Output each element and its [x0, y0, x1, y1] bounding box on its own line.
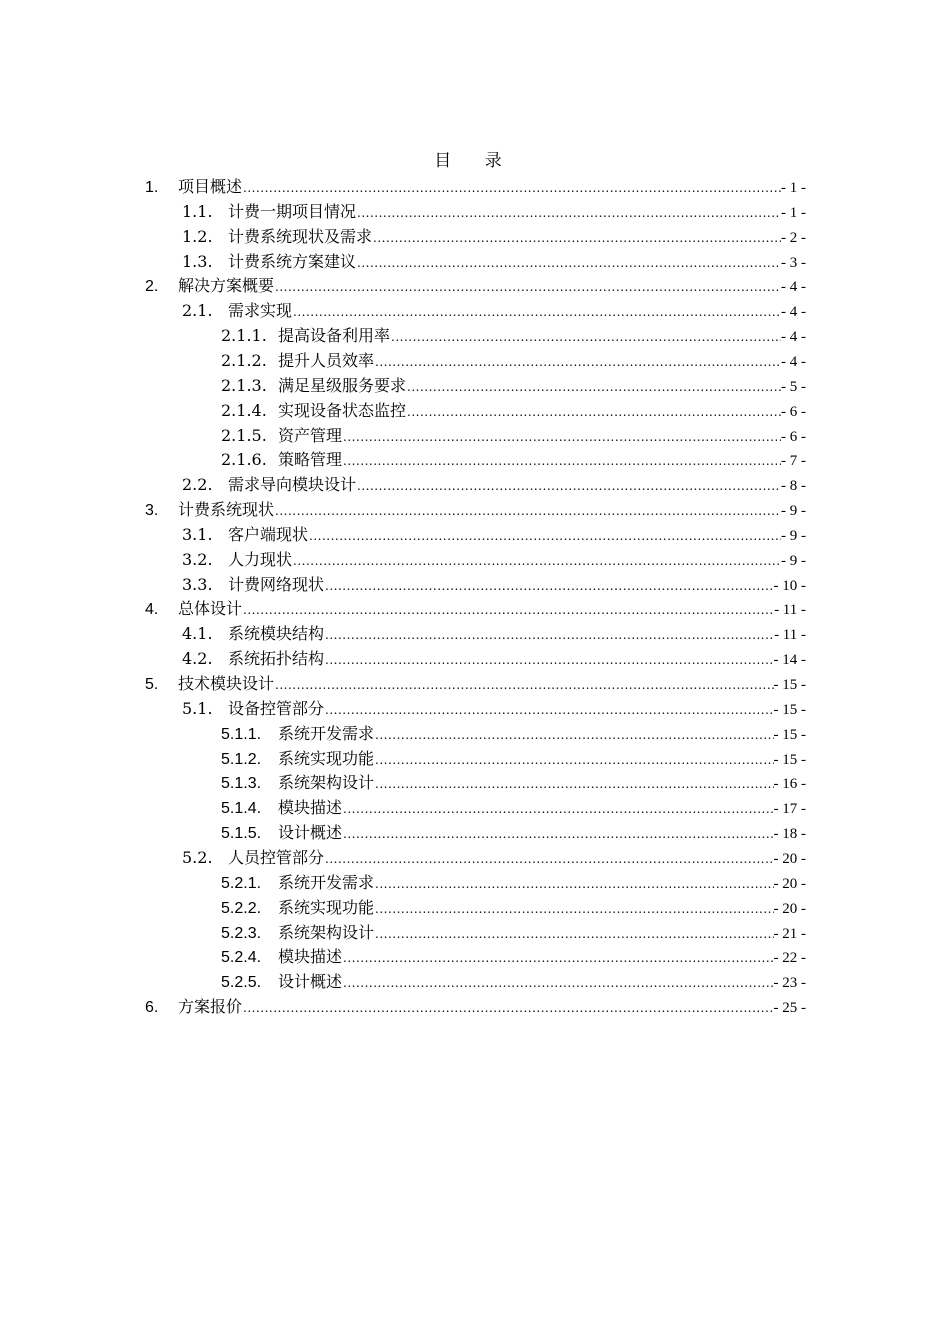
toc-entry-number: 4.1. [182, 624, 213, 644]
toc-entry[interactable] [221, 398, 806, 423]
toc-entry-number: 5.2.3. [221, 924, 262, 942]
toc-entry-number: 1.2. [182, 226, 213, 246]
toc-dot-leader [243, 996, 773, 1021]
toc-dot-leader [243, 176, 781, 201]
toc-entry-number: 1.3. [182, 251, 213, 271]
toc-entry[interactable] [182, 522, 806, 547]
toc-entry-number: 2.1.2. [221, 350, 267, 370]
toc-entry-title: 设计概述 [278, 823, 343, 843]
toc-entry-number: 4. [145, 601, 159, 619]
toc-entry-number: 2. [145, 278, 159, 296]
toc-entry-number: 2.2. [182, 475, 213, 495]
toc-entry-page: - 10 - [773, 577, 806, 594]
toc-entry-title: 计费系统现状及需求 [228, 226, 373, 246]
toc-entry-title: 计费一期项目情况 [228, 201, 357, 221]
toc-dot-leader [373, 226, 781, 251]
toc-entry-title: 客户端现状 [228, 524, 309, 544]
toc-entry-number: 5.1.1. [221, 725, 262, 743]
toc-entry-title: 系统架构设计 [278, 922, 375, 942]
toc-entry-number: 5.2.2. [221, 899, 262, 917]
toc-entry-page: - 4 - [781, 304, 806, 321]
toc-dot-leader [407, 375, 781, 400]
toc-entry-page: - 4 - [781, 279, 806, 296]
toc-entry[interactable] [221, 373, 806, 398]
toc-entry-number: 5.2.5. [221, 974, 262, 992]
toc-dot-leader [375, 897, 773, 922]
toc-entry-page: - 11 - [774, 627, 806, 644]
toc-entry-page: - 9 - [781, 527, 806, 544]
toc-entry[interactable] [221, 895, 806, 920]
toc-dot-leader [309, 524, 781, 549]
toc-entry-number: 5.2. [182, 847, 213, 867]
toc-entry[interactable] [145, 174, 806, 199]
toc-entry-title: 系统开发需求 [278, 872, 375, 892]
toc-entry-number: 2.1.1. [221, 326, 267, 346]
toc-entry-page: - 6 - [781, 403, 806, 420]
toc-entry[interactable] [145, 596, 806, 621]
toc-dot-leader [343, 946, 773, 971]
toc-entry-page: - 16 - [773, 776, 806, 793]
toc-entry-number: 5.1. [182, 698, 213, 718]
toc-entry-page: - 4 - [781, 353, 806, 370]
toc-entry[interactable] [145, 994, 806, 1019]
toc-entry-page: - 8 - [781, 478, 806, 495]
toc-entry-page: - 15 - [773, 726, 806, 743]
toc-dot-leader [375, 350, 781, 375]
toc-entry-page: - 20 - [773, 900, 806, 917]
toc-entry[interactable] [221, 423, 806, 448]
toc-dot-leader [325, 648, 773, 673]
toc-entry-number: 2.1.4. [221, 400, 267, 420]
toc-entry-page: - 1 - [781, 204, 806, 221]
toc-entry[interactable] [221, 447, 806, 472]
toc-entry-page: - 25 - [773, 1000, 806, 1017]
toc-entry-number: 3.3. [182, 574, 213, 594]
toc-entry[interactable] [182, 696, 806, 721]
toc-entry-title: 需求导向模块设计 [228, 475, 357, 495]
toc-entry-title: 提升人员效率 [278, 350, 375, 370]
toc-dot-leader [375, 748, 773, 773]
toc-entry-title: 人员控管部分 [228, 847, 325, 867]
toc-entry[interactable] [145, 273, 806, 298]
toc-entry[interactable] [221, 920, 806, 945]
toc-entry-page: - 17 - [773, 801, 806, 818]
toc-entry-number: 5.2.4. [221, 949, 262, 967]
toc-entry-page: - 1 - [781, 180, 806, 196]
toc-entry-page: - 14 - [773, 652, 806, 669]
toc-entry-number: 2.1.3. [221, 375, 267, 395]
toc-entry-number: 1. [145, 179, 159, 196]
toc-entry-page: - 15 - [773, 751, 806, 768]
toc-dot-leader [243, 598, 774, 623]
toc-entry-number: 5.1.5. [221, 825, 262, 843]
toc-entry-title: 技术模块设计 [178, 674, 275, 693]
toc-entry-title: 满足星级服务要求 [278, 375, 407, 395]
toc-entry-number: 3.1. [182, 524, 213, 544]
toc-entry-title: 实现设备状态监控 [278, 400, 407, 420]
toc-entry-title: 提高设备利用率 [278, 326, 391, 346]
toc-entry[interactable] [221, 770, 806, 795]
toc-entry-title: 解决方案概要 [178, 276, 275, 296]
toc-dot-leader [343, 797, 773, 822]
toc-dot-leader [375, 922, 773, 947]
toc-entry-page: - 11 - [774, 602, 806, 619]
toc-title: 目 录 [434, 151, 516, 171]
toc-entry-title: 系统架构设计 [278, 773, 375, 793]
toc-dot-leader [357, 251, 781, 276]
toc-entry-page: - 6 - [781, 428, 806, 445]
toc-entry-page: - 15 - [773, 677, 806, 693]
toc-entry-page: - 18 - [773, 826, 806, 843]
toc-entry-page: - 20 - [773, 875, 806, 892]
toc-dot-leader [391, 325, 781, 350]
toc-entry-number: 4.2. [182, 649, 213, 669]
toc-entry-title: 项目概述 [178, 177, 243, 196]
toc-entry-title: 系统实现功能 [278, 748, 375, 768]
toc-entry-number: 1.1. [182, 201, 213, 221]
toc-entry-title: 总体设计 [178, 599, 243, 619]
toc-entry-page: - 3 - [781, 254, 806, 271]
toc-entry[interactable] [145, 671, 806, 696]
toc-entry-number: 3.2. [182, 549, 213, 569]
toc-dot-leader [375, 772, 773, 797]
toc-entry[interactable] [182, 845, 806, 870]
toc-entry[interactable] [221, 323, 806, 348]
toc-entry[interactable] [221, 944, 806, 969]
toc-dot-leader [375, 723, 773, 748]
toc-entry-number: 5.1.2. [221, 750, 262, 768]
toc-entry-title: 模块描述 [278, 947, 343, 967]
toc-entry-page: - 15 - [773, 701, 806, 718]
toc-dot-leader [325, 698, 773, 723]
toc-entry-title: 系统开发需求 [278, 723, 375, 743]
toc-dot-leader [407, 400, 781, 425]
toc-entry-page: - 9 - [781, 552, 806, 569]
toc-entry-page: - 9 - [781, 503, 806, 520]
toc-entry[interactable] [182, 572, 806, 597]
toc-entry-title: 系统模块结构 [228, 624, 325, 644]
toc-entry[interactable] [221, 348, 806, 373]
toc-entry-title: 设计概述 [278, 972, 343, 992]
toc-entry-page: - 7 - [781, 453, 806, 470]
toc-entry-number: 6. [145, 999, 159, 1017]
toc-entry[interactable] [221, 746, 806, 771]
toc-entry[interactable] [182, 547, 806, 572]
toc-entry[interactable] [221, 870, 806, 895]
toc-entry[interactable] [182, 224, 806, 249]
toc-entry-title: 方案报价 [178, 997, 243, 1017]
toc-dot-leader [343, 971, 773, 996]
toc-dot-leader [325, 847, 773, 872]
toc-entry[interactable] [182, 249, 806, 274]
toc-entry-title: 资产管理 [278, 425, 343, 445]
toc-entry-number: 5.2.1. [221, 874, 262, 892]
toc-entry-number: 5. [145, 676, 159, 693]
toc-entry-title: 人力现状 [228, 549, 293, 569]
toc-entry[interactable] [182, 199, 806, 224]
toc-entry[interactable] [182, 621, 806, 646]
toc-entry[interactable] [221, 795, 806, 820]
toc-dot-leader [325, 574, 773, 599]
toc-entry-number: 5.1.4. [221, 800, 262, 818]
toc-dot-leader [275, 499, 781, 524]
toc-entry-number: 2.1. [182, 301, 213, 321]
toc-dot-leader [357, 201, 781, 226]
toc-dot-leader [343, 425, 781, 450]
toc-entry-title: 系统拓扑结构 [228, 649, 325, 669]
toc-entry-number: 2.1.5. [221, 425, 267, 445]
toc-entry-number: 3. [145, 502, 159, 520]
toc-entry-page: - 22 - [773, 950, 806, 967]
toc-entry-number: 5.1.3. [221, 775, 262, 793]
toc-entry-title: 计费网络现状 [228, 574, 325, 594]
toc-dot-leader [357, 474, 781, 499]
toc-dot-leader [293, 300, 781, 325]
toc-entry[interactable] [182, 646, 806, 671]
toc-dot-leader [293, 549, 781, 574]
toc-entry-page: - 5 - [781, 378, 806, 395]
toc-entry[interactable] [145, 497, 806, 522]
toc-entry-number: 2.1.6. [221, 450, 267, 470]
toc-entry-title: 模块描述 [278, 798, 343, 818]
toc-dot-leader [325, 623, 774, 648]
toc-entry-title: 需求实现 [228, 301, 293, 321]
toc-entry[interactable] [221, 969, 806, 994]
toc-entry[interactable] [221, 721, 806, 746]
toc-entry-title: 计费系统方案建议 [228, 251, 357, 271]
toc-entry-page: - 23 - [773, 975, 806, 992]
toc-entry-title: 策略管理 [278, 450, 343, 470]
toc-entry-title: 设备控管部分 [228, 698, 325, 718]
toc-dot-leader [275, 673, 773, 698]
toc-dot-leader [275, 275, 781, 300]
toc-entry-page: - 2 - [781, 229, 806, 246]
toc-dot-leader [375, 872, 773, 897]
toc-dot-leader [343, 822, 773, 847]
toc-dot-leader [343, 449, 781, 474]
toc-entry[interactable] [182, 472, 806, 497]
toc-entry-page: - 20 - [773, 850, 806, 867]
toc-entry-page: - 21 - [773, 925, 806, 942]
toc-entry-page: - 4 - [781, 329, 806, 346]
toc-entry-title: 系统实现功能 [278, 897, 375, 917]
toc-entry-title: 计费系统现状 [178, 500, 275, 520]
toc-entry[interactable] [182, 298, 806, 323]
toc-entry[interactable] [221, 820, 806, 845]
